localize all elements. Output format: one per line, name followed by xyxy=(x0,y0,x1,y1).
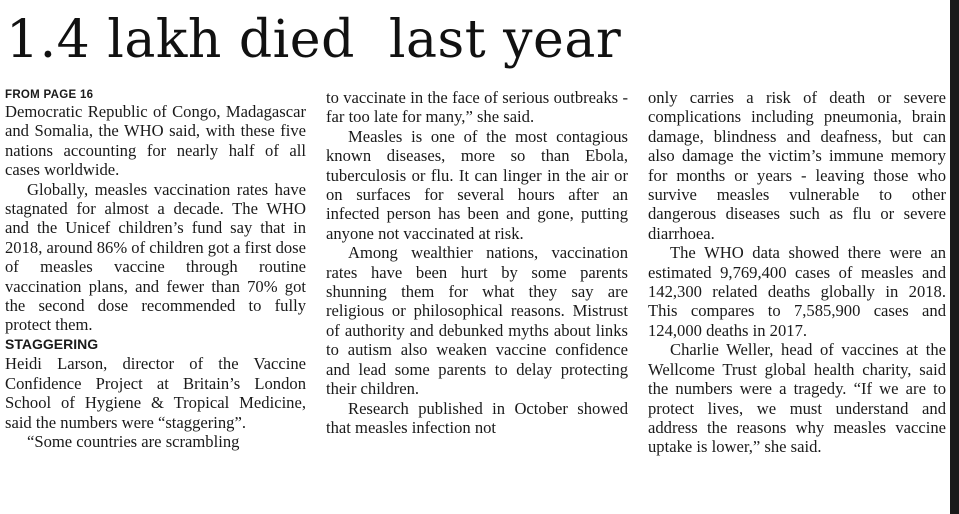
paragraph: Globally, measles vaccination rates have stagnated for almost a decade. The WHO and the Unicef children’s fund say that in 2018, around 86% of children got a first dose of measles vaccine through routine vaccination plans, and fewer than 70% got the second dose recommended to fully protect them. xyxy=(5,179,306,335)
paragraph: Charlie Weller, head of vaccines at the Wellcome Trust global health charity, said the numbers were a tragedy. “If we are to protect lives, we must understand and address the reasons why measles vaccine uptake is lower,” she said. xyxy=(648,340,946,457)
column-3 xyxy=(648,88,946,457)
continued-from-label: FROM PAGE 16 xyxy=(5,89,94,101)
paragraph: Heidi Larson, director of the Vaccine Confidence Project at Britain’s London School of Hygiene & Tropical Medicine, said the numbers were “staggering”. xyxy=(5,354,306,432)
paragraph: Among wealthier nations, vaccination rates have been hurt by some parents shunning them for what they say are religious or philosophical reasons. Mistrust of authority and debunked myths about links to autism also weaken vaccine confidence and lead some parents to delay protecting their children. xyxy=(326,243,628,399)
paragraph: to vaccinate in the face of serious outbreaks - far too late for many,” she said. xyxy=(326,88,628,127)
column-2 xyxy=(326,88,628,437)
subheading: STAGGERING xyxy=(5,335,99,352)
paragraph: Measles is one of the most contagious known diseases, more so than Ebola, tuberculosis or flu. It can linger in the air or on surfaces for several hours after an infected person has been and gone, putting anyone not vaccinated at risk. xyxy=(326,126,628,243)
paragraph: The WHO data showed there were an estimated 9,769,400 cases of measles and 142,300 related deaths globally in 2018. This compares to 7,585,900 cases and 124,000 deaths in 2017. xyxy=(648,243,946,340)
paragraph: Democratic Republic of Congo, Madagascar and Somalia, the WHO said, with these five nations accounting for nearly half of all cases worldwide. xyxy=(5,102,306,180)
paragraph: “Some countries are scrambling xyxy=(27,431,240,451)
paragraph: Research published in October showed that measles infection not xyxy=(326,398,628,437)
headline: 1.4 lakh died last year xyxy=(6,10,622,70)
column-1 xyxy=(5,88,306,451)
page-edge-shadow xyxy=(950,0,959,514)
paragraph: only carries a risk of death or severe complications including pneumonia, brain damage, blindness and deafness, but can also damage the victim’s immune memory for months or years - leaving those who survive measles vulnerable to other dangerous diseases such as flu or severe diarrhoea. xyxy=(648,88,946,243)
